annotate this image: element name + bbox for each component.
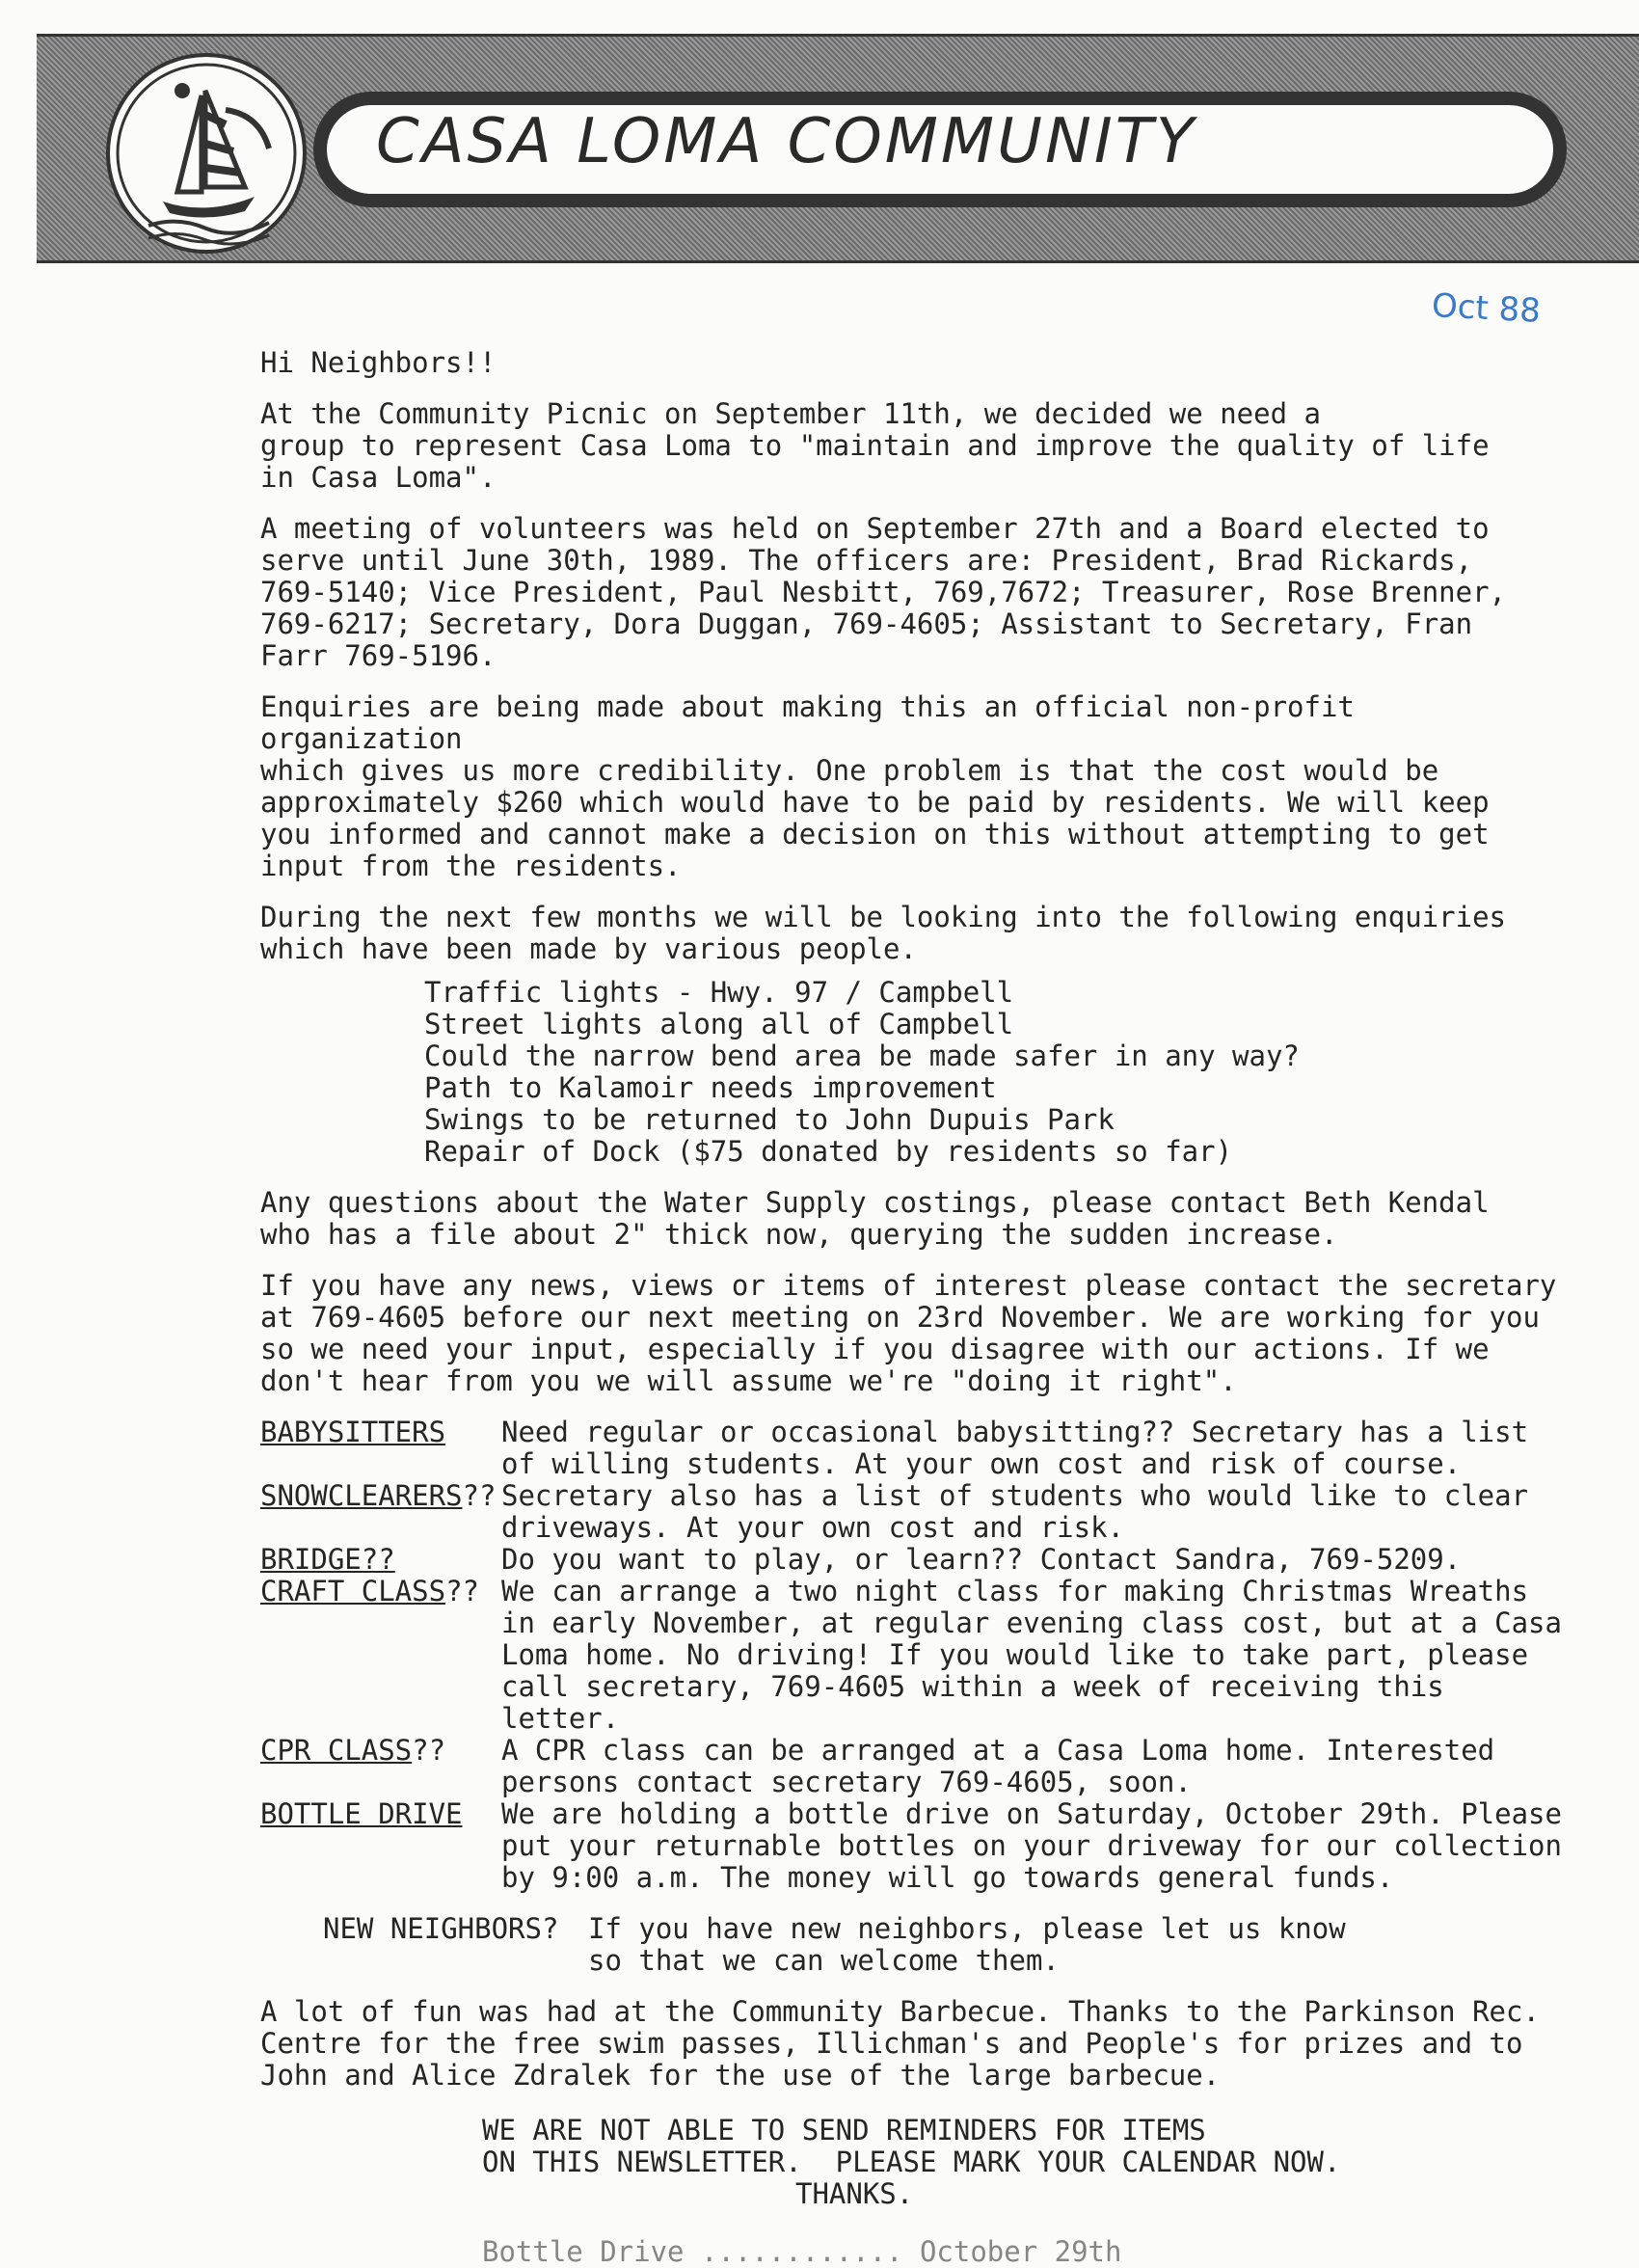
ad-label-suffix: ?? [412,1734,446,1767]
paragraph-picnic: At the Community Picnic on September 11th, we decided we need a group to represent Casa Loma to "maintain and improve the quality of life in Casa Loma". [260,397,1490,494]
list-item: Could the narrow bend area be made safer in any way? [424,1040,1300,1072]
ad-label: CRAFT CLASS [260,1575,446,1607]
ad-text: We can arrange a two night class for making Christmas Wreaths in early November, at regular evening class cost, but at a Casa Loma home. No driving! If you would like to take part, please call secretary, 769-4605 within a week of receiving this letter. [501,1575,1562,1735]
ad-text: Do you want to play, or learn?? Contact Sandra, 769-5209. [501,1543,1462,1576]
paragraph-enquiries-intro: During the next few months we will be looking into the following enquiries which have been made by various people. [260,901,1507,965]
newsletter-body [260,347,1572,2111]
footer-line: THANKS. [795,2177,914,2210]
footer-notice [482,2115,1350,2210]
ad-text: Need regular or occasional babysitting?? Secretary has a list of willing students. At your own cost and risk of course. [501,1416,1529,1480]
ad-text: Secretary also has a list of students who would like to clear driveways. At your own cost and risk. [501,1479,1529,1544]
ad-label: BRIDGE?? [260,1543,395,1576]
footer-line: ON THIS NEWSLETTER. PLEASE MARK YOUR CALENDAR NOW. [482,2146,1341,2178]
list-item: Traffic lights - Hwy. 97 / Campbell [424,976,1014,1009]
list-item: Repair of Dock ($75 donated by residents so far) [424,1135,1233,1168]
paragraph-nonprofit: Enquiries are being made about making this an official non-profit organization which gives us more credibility. One problem is that the cost would be approximately $260 which would have to be paid by residents. We will keep you informed and cannot make a decision on this without attempting to get input from the residents. [260,690,1490,882]
ad-label: SNOWCLEARERS [260,1479,463,1512]
list-item: Swings to be returned to John Dupuis Park [424,1103,1115,1136]
ad-text: A CPR class can be arranged at a Casa Loma home. Interested persons contact secretary 769-4605, soon. [501,1734,1495,1798]
ad-craft-class [260,1576,1572,1735]
handwritten-date: Oct 88 [1431,286,1542,331]
list-item: Path to Kalamoir needs improvement [424,1071,997,1104]
footer-line: WE ARE NOT ABLE TO SEND REMINDERS FOR ITEMS [482,2114,1206,2146]
new-neighbors-notice [323,1913,1572,1977]
ad-label: CPR CLASS [260,1734,413,1767]
new-neighbors-label: NEW NEIGHBORS? [323,1912,559,1945]
paragraph-contact: If you have any news, views or items of interest please contact the secretary at 769-4605 before our next meeting on 23rd November. We are working for you so we need your input, especially if you disagree with our actions. If we don't hear from you we will assume we're "doing it right". [260,1269,1557,1397]
list-item: Street lights along all of Campbell [424,1008,1014,1040]
ad-label: BOTTLE DRIVE [260,1797,463,1830]
ad-snowclearers [260,1480,1572,1544]
ad-babysitters [260,1417,1572,1480]
ad-text: We are holding a bottle drive on Saturday, October 29th. Please put your returnable bottles on your driveway for our collection by 9:00 a.m. The money will go towards general funds. [501,1797,1562,1894]
page-title: CASA LOMA COMMUNITY [376,106,1196,177]
classified-section [260,1417,1572,1894]
ad-label: BABYSITTERS [260,1416,446,1448]
paragraph-barbecue: A lot of fun was had at the Community Barbecue. Thanks to the Parkinson Rec. Centre for the free swim passes, Illichman's and People's for prizes and to John and Alice Zdralek for the use of the large barbecue. [260,1995,1540,2092]
new-neighbors-text: If you have new neighbors, please let us know so that we can welcome them. [588,1912,1346,1977]
ad-bottle-drive [260,1798,1572,1894]
cutoff-line: Bottle Drive ............ October 29th [482,2235,1122,2268]
ad-label-suffix: ?? [445,1575,479,1607]
sailboat-logo-icon [106,53,307,254]
enquiries-list [424,977,1572,1168]
greeting: Hi Neighbors!! [260,346,497,379]
ad-bridge [260,1544,1572,1576]
paragraph-water-supply: Any questions about the Water Supply costings, please contact Beth Kendal who has a file about 2" thick now, querying the sudden increase. [260,1186,1490,1251]
ad-label-suffix: ?? [462,1479,497,1512]
paragraph-officers: A meeting of volunteers was held on September 27th and a Board elected to serve until June 30th, 1989. The officers are: President, Brad Rickards, 769-5140; Vice President, Paul Nesbitt, 769,7672; Treasurer, Rose Brenner, 769-6217; Secretary, Dora Duggan, 769-4605; Assistant to Secretary, Fran Farr 769-5196. [260,512,1507,672]
ad-cpr-class [260,1735,1572,1798]
